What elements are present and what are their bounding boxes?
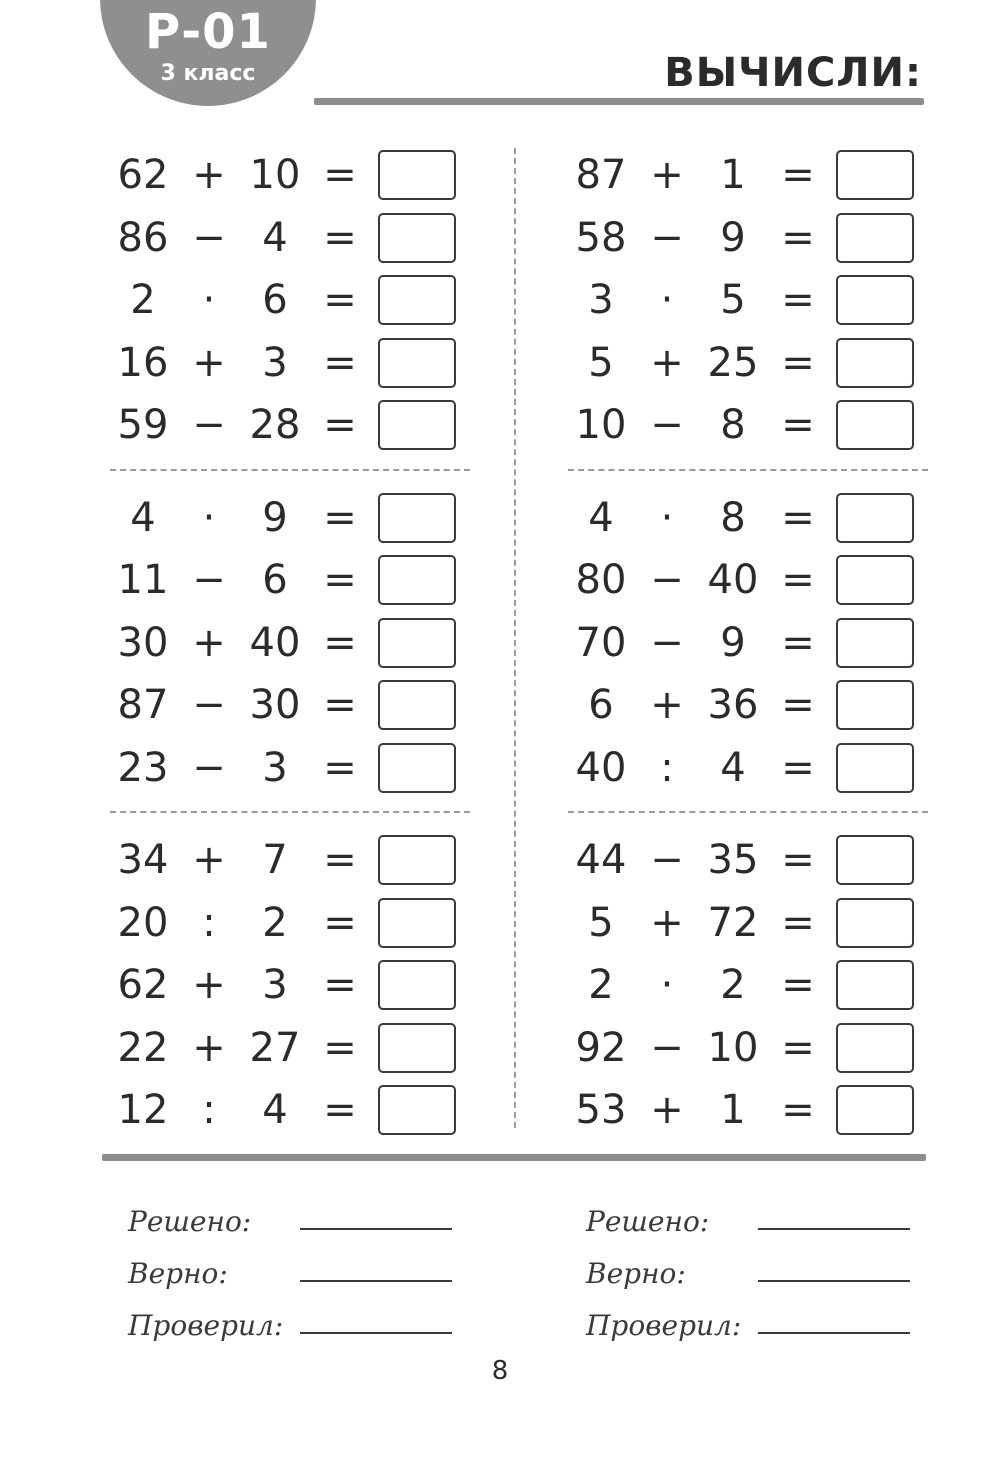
- operand-b: 1: [720, 152, 746, 199]
- operand-b: 10: [707, 1024, 759, 1071]
- operand-b: 8: [720, 494, 746, 541]
- problem-row: [568, 954, 928, 1017]
- result-row: [586, 1290, 926, 1342]
- operand-a: 34: [117, 837, 169, 884]
- operand-b: 9: [262, 494, 288, 541]
- right-problem-column: [568, 144, 928, 1142]
- operator: ·: [202, 494, 216, 541]
- equals-sign: =: [781, 899, 815, 946]
- operator: −: [192, 214, 226, 261]
- column-divider: [514, 148, 516, 1128]
- operand-b: 25: [707, 339, 759, 386]
- operand-b: 3: [262, 744, 288, 791]
- equals-sign: =: [323, 339, 357, 386]
- operator: +: [192, 1024, 226, 1071]
- operator: −: [192, 682, 226, 729]
- answer-box[interactable]: [378, 555, 456, 605]
- operand-a: 5: [588, 339, 614, 386]
- operand-a: 59: [117, 402, 169, 449]
- answer-box[interactable]: [836, 743, 914, 793]
- answer-box[interactable]: [836, 1023, 914, 1073]
- answer-box[interactable]: [378, 680, 456, 730]
- answer-box[interactable]: [378, 618, 456, 668]
- operand-a: 62: [117, 962, 169, 1009]
- result-blank-line[interactable]: [300, 1332, 452, 1334]
- equals-sign: =: [781, 837, 815, 884]
- operand-b: 5: [720, 277, 746, 324]
- problem-row: [110, 954, 470, 1017]
- group-divider: [568, 469, 928, 471]
- operator: −: [650, 402, 684, 449]
- operand-a: 2: [130, 277, 156, 324]
- operator: −: [192, 557, 226, 604]
- equals-sign: =: [781, 1024, 815, 1071]
- problem-row: [568, 892, 928, 955]
- operator: +: [650, 682, 684, 729]
- problem-row: [568, 394, 928, 457]
- operator: +: [192, 152, 226, 199]
- operand-a: 40: [575, 744, 627, 791]
- page-title: ВЫЧИСЛИ:: [664, 50, 922, 96]
- operand-b: 10: [249, 152, 301, 199]
- left-result-block: [128, 1186, 468, 1342]
- operand-a: 92: [575, 1024, 627, 1071]
- operator: +: [192, 339, 226, 386]
- operand-a: 62: [117, 152, 169, 199]
- problem-row: [110, 394, 470, 457]
- operator: −: [650, 837, 684, 884]
- operand-b: 2: [262, 899, 288, 946]
- operand-a: 3: [588, 277, 614, 324]
- problem-row: [568, 269, 928, 332]
- problem-group: [568, 144, 928, 457]
- answer-box[interactable]: [836, 150, 914, 200]
- operand-a: 80: [575, 557, 627, 604]
- result-label: Верно:: [586, 1257, 686, 1290]
- operand-b: 2: [720, 962, 746, 1009]
- operand-a: 53: [575, 1087, 627, 1134]
- problem-row: [568, 487, 928, 550]
- grade-label: 3 класс: [160, 61, 256, 86]
- equals-sign: =: [781, 339, 815, 386]
- answer-box[interactable]: [836, 960, 914, 1010]
- left-problem-column: [110, 144, 470, 1142]
- problem-row: [110, 487, 470, 550]
- answer-box[interactable]: [378, 150, 456, 200]
- answer-box[interactable]: [378, 213, 456, 263]
- operand-b: 72: [707, 899, 759, 946]
- operator: ·: [660, 277, 674, 324]
- operator: −: [650, 1024, 684, 1071]
- result-label: Верно:: [128, 1257, 228, 1290]
- equals-sign: =: [781, 682, 815, 729]
- problem-row: [110, 612, 470, 675]
- result-blank-line[interactable]: [300, 1228, 452, 1230]
- operator: ·: [660, 494, 674, 541]
- result-row: [128, 1186, 468, 1238]
- problem-row: [110, 207, 470, 270]
- problem-row: [568, 549, 928, 612]
- equals-sign: =: [781, 962, 815, 1009]
- result-blank-line[interactable]: [758, 1280, 910, 1282]
- problem-row: [568, 674, 928, 737]
- equals-sign: =: [323, 1087, 357, 1134]
- problem-row: [110, 144, 470, 207]
- operator: ·: [660, 962, 674, 1009]
- operator: −: [192, 744, 226, 791]
- operand-b: 9: [720, 619, 746, 666]
- operand-a: 4: [588, 494, 614, 541]
- equals-sign: =: [323, 744, 357, 791]
- operand-b: 40: [249, 619, 301, 666]
- equals-sign: =: [323, 214, 357, 261]
- problem-row: [568, 332, 928, 395]
- operand-a: 10: [575, 402, 627, 449]
- operator: +: [650, 1087, 684, 1134]
- operator: +: [650, 899, 684, 946]
- answer-box[interactable]: [378, 338, 456, 388]
- equals-sign: =: [323, 962, 357, 1009]
- operator: −: [192, 402, 226, 449]
- answer-box[interactable]: [836, 618, 914, 668]
- operand-a: 23: [117, 744, 169, 791]
- equals-sign: =: [323, 837, 357, 884]
- operand-a: 11: [117, 557, 169, 604]
- operand-b: 30: [249, 682, 301, 729]
- operand-b: 1: [720, 1087, 746, 1134]
- answer-box[interactable]: [836, 400, 914, 450]
- problem-group: [110, 144, 470, 457]
- equals-sign: =: [781, 619, 815, 666]
- problem-row: [568, 737, 928, 800]
- equals-sign: =: [323, 899, 357, 946]
- operand-b: 3: [262, 962, 288, 1009]
- answer-box[interactable]: [378, 960, 456, 1010]
- equals-sign: =: [323, 619, 357, 666]
- problem-row: [110, 549, 470, 612]
- operand-a: 16: [117, 339, 169, 386]
- operand-a: 30: [117, 619, 169, 666]
- answer-box[interactable]: [378, 743, 456, 793]
- answer-box[interactable]: [836, 338, 914, 388]
- group-divider: [110, 811, 470, 813]
- operator: +: [192, 837, 226, 884]
- equals-sign: =: [323, 402, 357, 449]
- result-label: Проверил:: [128, 1309, 284, 1342]
- result-row: [586, 1238, 926, 1290]
- answer-box[interactable]: [378, 898, 456, 948]
- problem-row: [110, 892, 470, 955]
- operand-b: 3: [262, 339, 288, 386]
- problem-row: [110, 674, 470, 737]
- right-result-block: [586, 1186, 926, 1342]
- answer-box[interactable]: [378, 835, 456, 885]
- problem-row: [568, 207, 928, 270]
- answer-box[interactable]: [836, 493, 914, 543]
- problem-row: [110, 829, 470, 892]
- equals-sign: =: [781, 494, 815, 541]
- answer-box[interactable]: [836, 680, 914, 730]
- problem-row: [110, 332, 470, 395]
- problem-row: [110, 269, 470, 332]
- operator: :: [202, 1087, 216, 1134]
- operator: :: [660, 744, 674, 791]
- operator: −: [650, 557, 684, 604]
- operand-b: 6: [262, 557, 288, 604]
- operator: +: [192, 619, 226, 666]
- operator: −: [650, 214, 684, 261]
- answer-box[interactable]: [378, 493, 456, 543]
- problem-row: [110, 1017, 470, 1080]
- operand-b: 7: [262, 837, 288, 884]
- problem-group: [568, 829, 928, 1142]
- problem-row: [110, 737, 470, 800]
- problem-group: [110, 487, 470, 800]
- operator: +: [650, 152, 684, 199]
- operand-a: 2: [588, 962, 614, 1009]
- operand-b: 8: [720, 402, 746, 449]
- equals-sign: =: [323, 277, 357, 324]
- equals-sign: =: [781, 277, 815, 324]
- operand-a: 58: [575, 214, 627, 261]
- problem-group: [110, 829, 470, 1142]
- result-label: Решено:: [128, 1205, 252, 1238]
- equals-sign: =: [323, 152, 357, 199]
- operand-a: 70: [575, 619, 627, 666]
- operand-b: 40: [707, 557, 759, 604]
- group-divider: [110, 469, 470, 471]
- answer-box[interactable]: [836, 555, 914, 605]
- operand-a: 44: [575, 837, 627, 884]
- operand-b: 4: [262, 214, 288, 261]
- equals-sign: =: [781, 214, 815, 261]
- operator: +: [650, 339, 684, 386]
- answer-box[interactable]: [836, 835, 914, 885]
- result-blank-line[interactable]: [300, 1280, 452, 1282]
- equals-sign: =: [781, 1087, 815, 1134]
- answer-box[interactable]: [836, 213, 914, 263]
- equals-sign: =: [323, 557, 357, 604]
- result-row: [128, 1290, 468, 1342]
- operand-a: 87: [575, 152, 627, 199]
- result-blank-line[interactable]: [758, 1228, 910, 1230]
- problem-row: [568, 1079, 928, 1142]
- result-row: [586, 1186, 926, 1238]
- operand-b: 4: [720, 744, 746, 791]
- answer-box[interactable]: [378, 400, 456, 450]
- equals-sign: =: [781, 557, 815, 604]
- header-divider: [314, 98, 924, 105]
- operand-a: 6: [588, 682, 614, 729]
- operator: :: [202, 899, 216, 946]
- operand-b: 27: [249, 1024, 301, 1071]
- equals-sign: =: [323, 494, 357, 541]
- operand-b: 9: [720, 214, 746, 261]
- operand-b: 6: [262, 277, 288, 324]
- operand-b: 36: [707, 682, 759, 729]
- answer-box[interactable]: [378, 1085, 456, 1135]
- problem-group: [568, 487, 928, 800]
- operator: ·: [202, 277, 216, 324]
- result-label: Проверил:: [586, 1309, 742, 1342]
- equals-sign: =: [323, 682, 357, 729]
- operand-b: 4: [262, 1087, 288, 1134]
- problem-row: [110, 1079, 470, 1142]
- result-blank-line[interactable]: [758, 1332, 910, 1334]
- problem-row: [568, 144, 928, 207]
- group-divider: [568, 811, 928, 813]
- problem-row: [568, 829, 928, 892]
- operator: −: [650, 619, 684, 666]
- worksheet-code: Р-01: [145, 4, 271, 60]
- answer-box[interactable]: [836, 1085, 914, 1135]
- result-row: [128, 1238, 468, 1290]
- equals-sign: =: [781, 744, 815, 791]
- operand-b: 28: [249, 402, 301, 449]
- operand-a: 86: [117, 214, 169, 261]
- equals-sign: =: [781, 152, 815, 199]
- problem-row: [568, 612, 928, 675]
- answer-box[interactable]: [836, 275, 914, 325]
- equals-sign: =: [323, 1024, 357, 1071]
- answer-box[interactable]: [378, 1023, 456, 1073]
- answer-box[interactable]: [378, 275, 456, 325]
- equals-sign: =: [781, 402, 815, 449]
- operand-a: 12: [117, 1087, 169, 1134]
- operand-a: 4: [130, 494, 156, 541]
- footer-divider: [102, 1154, 926, 1161]
- operand-a: 87: [117, 682, 169, 729]
- problem-row: [568, 1017, 928, 1080]
- page-number: 8: [491, 1356, 509, 1386]
- operand-a: 22: [117, 1024, 169, 1071]
- operand-a: 5: [588, 899, 614, 946]
- answer-box[interactable]: [836, 898, 914, 948]
- operand-a: 20: [117, 899, 169, 946]
- operand-b: 35: [707, 837, 759, 884]
- operator: +: [192, 962, 226, 1009]
- result-label: Решено:: [586, 1205, 710, 1238]
